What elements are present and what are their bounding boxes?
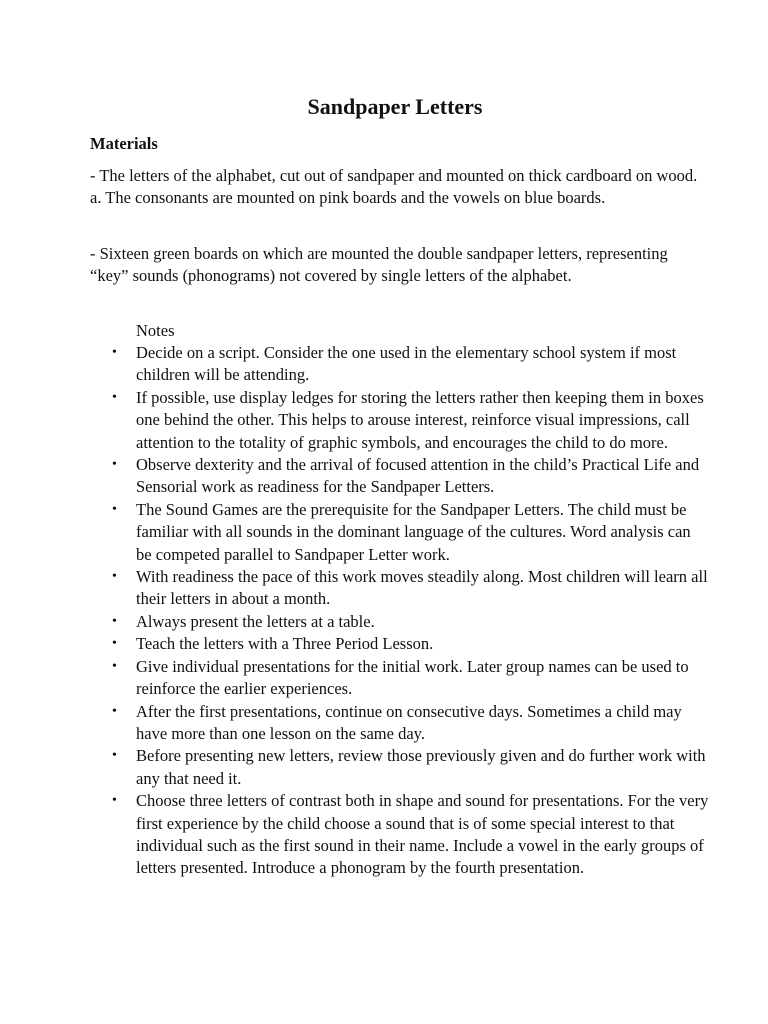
list-item [90, 387, 710, 454]
bullet-icon: • [112, 636, 117, 652]
list-item [90, 790, 710, 880]
list-item [90, 566, 710, 611]
list-item-text: Observe dexterity and the arrival of focused attention in the child’s Practical Life and Sensorial work as readiness for the Sandpaper Letters. [136, 455, 700, 497]
list-item-text: After the first presentations, continue on consecutive days. Sometimes a child may have more than one lesson on the same day. [136, 701, 682, 743]
notes-label: Notes [136, 321, 175, 340]
list-item-text: The Sound Games are the prerequisite for the Sandpaper Letters. The child must be familiar with all sounds in the dominant language of the cultures. Word analysis can be competed parallel to Sandpaper Letter work. [136, 499, 691, 564]
list-item [90, 342, 710, 387]
list-item [90, 701, 710, 746]
list-item [90, 611, 710, 633]
list-item-text: Give individual presentations for the initial work. Later group names can be used to reinforce the earlier experiences. [136, 656, 689, 699]
bullet-icon: • [112, 501, 117, 517]
bullet-icon: • [112, 569, 117, 585]
bullet-icon: • [112, 658, 117, 674]
materials-heading: Materials [90, 134, 158, 153]
list-item-text: Teach the letters with a Three Period Lesson. [136, 634, 434, 654]
list-item-text: With readiness the pace of this work moves steadily along. Most children will learn all their letters in about a month. [136, 567, 708, 609]
notes-list [90, 342, 710, 880]
materials-paragraph-2: - Sixteen green boards on which are mounted the double sandpaper letters, representing “key” sounds (phonograms) not covered by single letters of the alphabet. [90, 244, 668, 286]
bullet-icon: • [112, 793, 117, 809]
page-title: Sandpaper Letters [307, 94, 483, 119]
materials-paragraph-1-line-2: a. The consonants are mounted on pink boards and the vowels on blue boards. [90, 188, 606, 208]
list-item [90, 633, 710, 655]
list-item [90, 656, 710, 701]
list-item-text: Decide on a script. Consider the one used in the elementary school system if most children will be attending. [136, 343, 677, 385]
list-item-text: Before presenting new letters, review those previously given and do further work with any that need it. [136, 746, 706, 788]
list-item [90, 499, 710, 566]
bullet-icon: • [112, 389, 117, 405]
bullet-icon: • [112, 345, 117, 360]
bullet-icon: • [112, 748, 117, 764]
list-item [90, 745, 710, 790]
bullet-icon: • [112, 457, 117, 473]
list-item-text: If possible, use display ledges for storing the letters rather then keeping them in boxes one behind the other. This helps to arouse interest, reinforce visual impressions, call attention to the totality of graphic symbols, and encourages the child to do more. [136, 387, 704, 452]
materials-paragraph-1-line-1: - The letters of the alphabet, cut out of sandpaper and mounted on thick cardboard on wood. [90, 166, 698, 185]
list-item [90, 454, 710, 499]
bullet-icon: • [112, 703, 117, 719]
materials-paragraph-1 [90, 165, 710, 210]
list-item-text: Always present the letters at a table. [136, 611, 375, 631]
bullet-icon: • [112, 613, 117, 629]
list-item-text: Choose three letters of contrast both in shape and sound for presentations. For the very first experience by the child choose a sound that is of some special interest to that individual such as the first sound in their name. Include a vowel in the early groups of letters presented. Introduce a phonogram by the fourth presentation. [136, 791, 709, 878]
